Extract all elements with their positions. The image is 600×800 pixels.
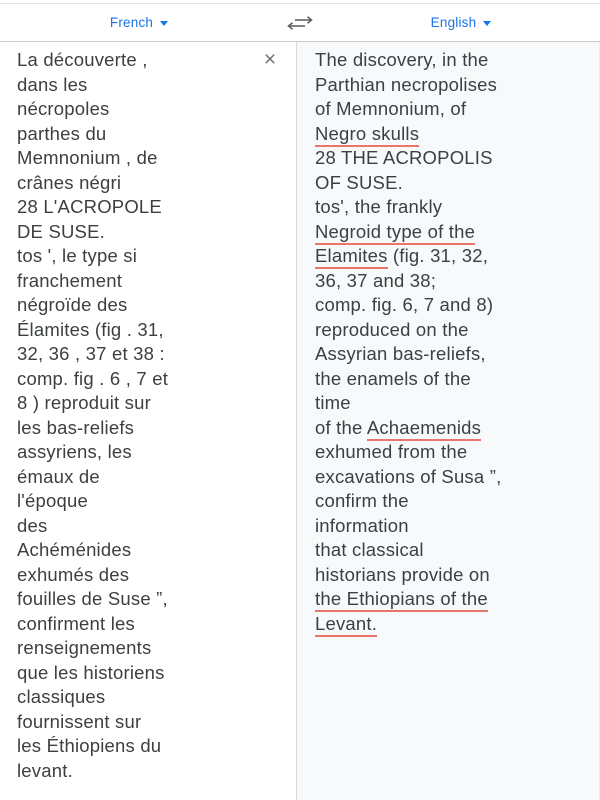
text-segment: Assyrian bas-reliefs, [315,343,486,364]
language-bar [0,4,600,42]
source-text-line: nécropoles [17,98,110,119]
translate-body [0,42,600,800]
text-segment: Parthian necropolises [315,73,498,95]
text-segment: (fig. 31, 32, [387,245,489,266]
translated-text-line [315,538,589,563]
text-segment: 28 THE ACROPOLIS [315,147,493,168]
text-segment: time [315,392,351,413]
underlined-phrase: Achaemenids [367,417,481,441]
translated-text-line [315,220,589,245]
source-text-line: 8 ) reproduit sur [17,392,151,413]
target-language-selector[interactable] [322,15,600,30]
target-language-label: English [430,15,477,30]
text-segment: of Memnonium, of [315,98,467,119]
source-text-line: que les historiens [17,661,165,683]
source-text-line: comp. fig . 6 , 7 et [17,367,169,389]
underlined-phrase: Elamites [315,245,388,269]
source-text-line: crânes négri [17,171,122,193]
source-text-line: l'époque [17,490,88,511]
swap-horizontal-arrows-icon [287,15,313,31]
translated-text-line [315,489,589,514]
text-segment: the enamels of the [315,367,471,389]
source-language-selector[interactable] [0,15,278,30]
text-segment: comp. fig. 6, 7 and 8) [315,294,494,315]
source-text-line: confirment les [17,612,135,634]
translated-text [315,48,589,636]
source-text-line: émaux de [17,465,100,487]
chevron-down-icon [483,21,491,26]
translated-text-line [315,318,589,343]
text-segment: OF SUSE. [315,171,403,193]
swap-languages-button[interactable] [278,15,322,31]
translated-text-line [315,465,589,490]
source-text-line: exhumés des [17,563,130,585]
translated-text-line [315,440,589,465]
source-text-line: Memnonium , de [17,147,158,168]
source-text-line: 28 L'ACROPOLE [17,196,162,217]
translated-text-line [315,367,589,392]
source-text-line: Achéménides [17,539,132,560]
translated-text-line [315,171,589,196]
translated-text-line [315,48,589,73]
source-text-line: renseignements [17,637,152,658]
text-segment: The discovery, in the [315,49,489,70]
source-text-line: les bas-reliefs [17,416,135,438]
translation-panel [297,42,600,800]
source-text-line: levant. [17,759,73,781]
text-segment: historians provide on [315,563,490,585]
source-text-line: fouilles de Suse ”, [17,588,168,609]
text-segment: 36, 37 and 38; [315,269,437,291]
translated-text-line [315,244,589,269]
text-segment: reproduced on the [315,318,469,340]
text-segment: that classical [315,539,424,560]
translated-text-line [315,587,589,612]
translated-text-line [315,73,589,98]
underlined-phrase: Negro skulls [315,123,419,147]
clear-source-button[interactable]: × [259,49,281,71]
translated-text-line [315,563,589,588]
source-text-line: parthes du [17,122,107,144]
underlined-phrase: Negroid type of the [315,221,475,245]
translated-text-line [315,195,589,220]
source-text-line: tos ', le type si [17,245,138,266]
source-text-line: DE SUSE. [17,220,105,242]
translated-text-line [315,342,589,367]
translated-text-line [315,146,589,171]
source-text-line: les Éthiopiens du [17,735,162,756]
source-text-line: assyriens, les [17,441,132,462]
source-text-line: 32, 36 , 37 et 38 : [17,343,165,364]
text-segment: of the [315,416,367,438]
translated-text-line [315,97,589,122]
source-text-line: classiques [17,686,106,707]
underlined-phrase: the Ethiopians of the [315,588,488,612]
underlined-phrase: Levant. [315,613,377,637]
source-text-line: négroïde des [17,294,128,315]
text-segment: tos', the frankly [315,196,443,217]
source-text-line: Élamites (fig . 31, [17,318,164,340]
translated-text-line [315,514,589,539]
translated-text-line [315,416,589,441]
source-text-panel [0,42,297,800]
translated-text-line [315,391,589,416]
translated-text-line [315,122,589,147]
source-text-line: des [17,514,48,536]
translated-text-line [315,269,589,294]
translated-text-line [315,293,589,318]
text-segment: excavations of Susa ”, [315,465,502,487]
source-text[interactable] [17,48,256,783]
chevron-down-icon [160,21,168,26]
text-segment: information [315,514,409,536]
source-text-line: La découverte , [17,49,148,70]
source-text-line: dans les [17,73,88,95]
source-language-label: French [109,15,154,30]
text-segment: exhumed from the [315,441,468,462]
text-segment: confirm the [315,490,409,511]
source-text-line: franchement [17,269,123,291]
translated-text-line [315,612,589,637]
source-text-line: fournissent sur [17,710,142,732]
